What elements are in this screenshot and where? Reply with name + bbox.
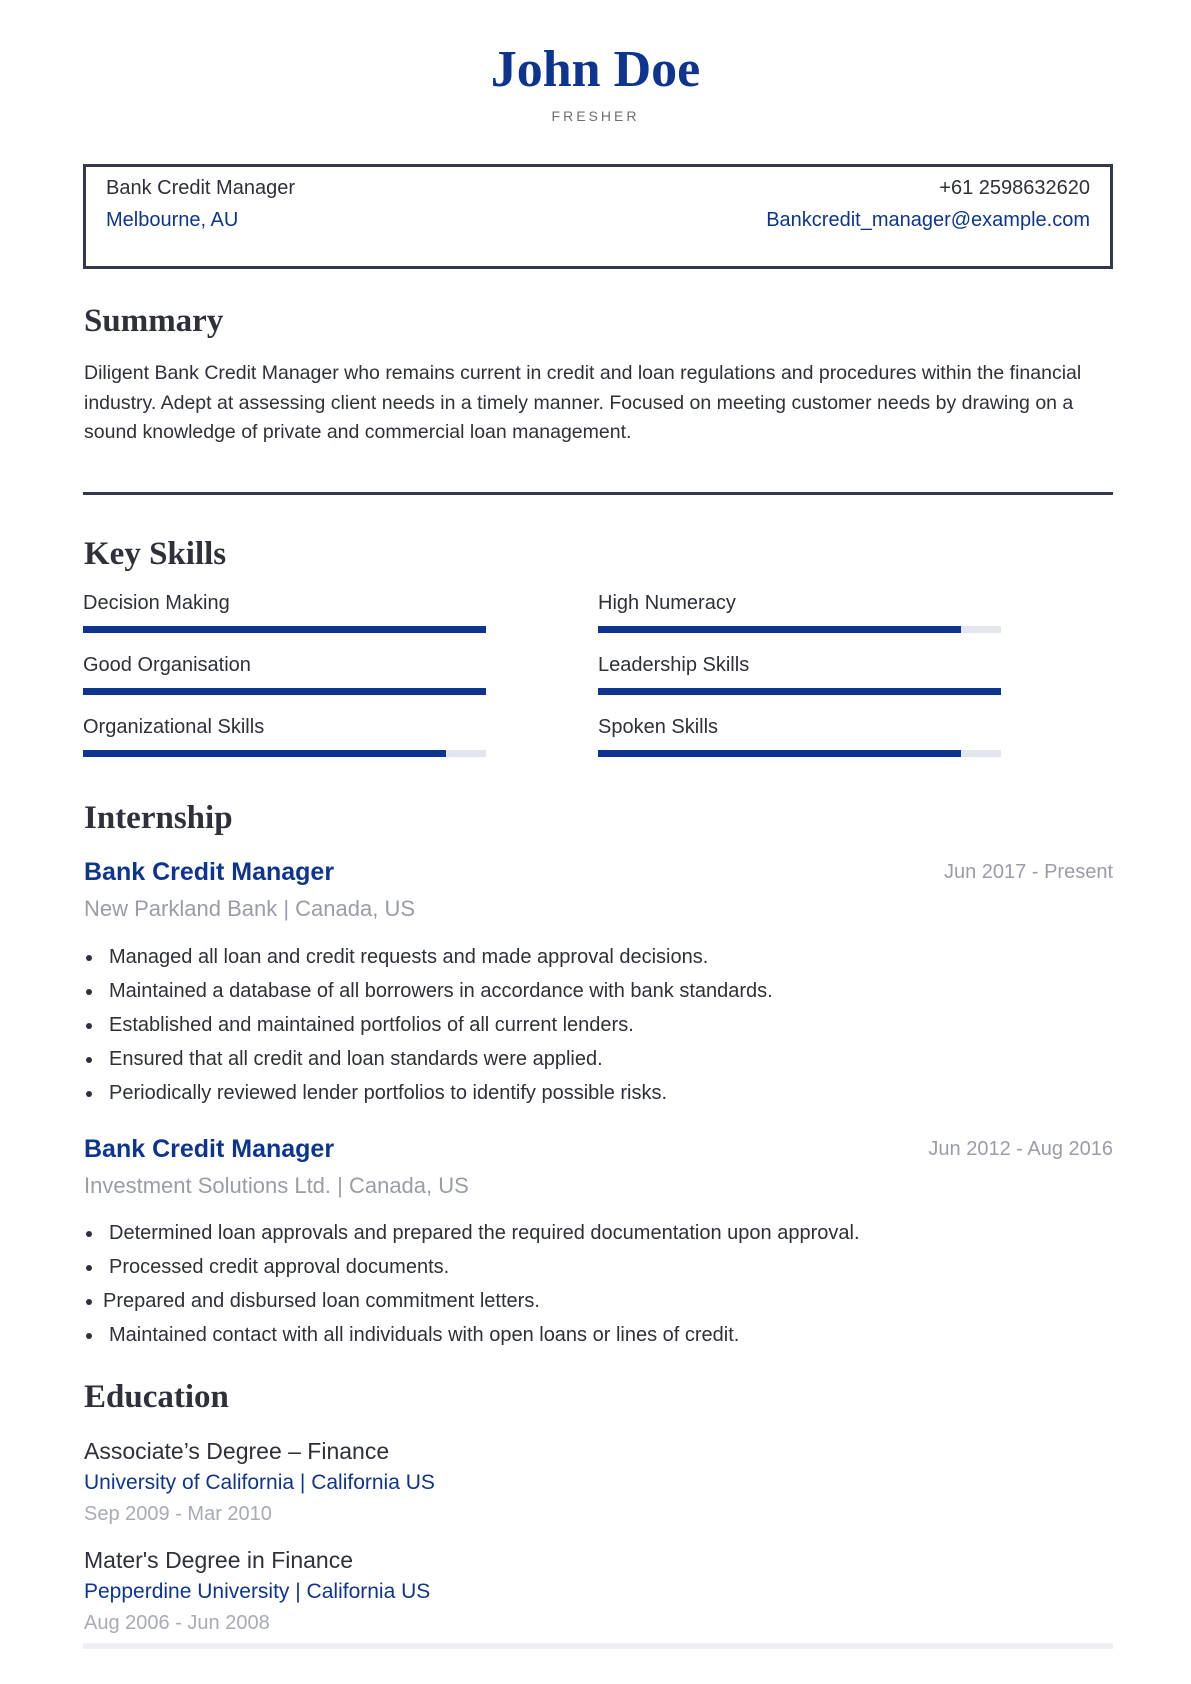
internship-heading: Internship (84, 800, 233, 836)
list-item: Ensured that all credit and loan standards were applied. (84, 1042, 773, 1076)
skill-item (598, 716, 1001, 739)
job-bullets (84, 940, 773, 1110)
education-degree: Mater's Degree in Finance (84, 1547, 354, 1573)
skill-item (598, 654, 1001, 677)
job-title: Bank Credit Manager (84, 858, 335, 886)
education-school: Pepperdine University | California US (84, 1580, 431, 1603)
skill-label: Spoken Skills (598, 716, 719, 738)
skill-item (83, 592, 486, 615)
skill-level-bar (598, 688, 1001, 695)
job-dates: Jun 2017 - Present (944, 861, 1113, 883)
contact-email[interactable]: Bankcredit_manager@example.com (766, 209, 1090, 231)
skill-level-fill (598, 626, 961, 633)
skill-label: Decision Making (83, 592, 230, 614)
skill-level-bar (83, 688, 486, 695)
list-item: Determined loan approvals and prepared the required documentation upon approval. (84, 1216, 860, 1250)
skill-level-bar (83, 750, 486, 757)
job-company: Investment Solutions Ltd. | Canada, US (84, 1173, 469, 1198)
education-heading: Education (84, 1379, 229, 1415)
list-item: Prepared and disbursed loan commitment letters. (84, 1284, 860, 1318)
skill-label: High Numeracy (598, 592, 736, 614)
contact-box (83, 164, 1113, 269)
job-title: Bank Credit Manager (84, 1135, 335, 1163)
footer-bar (83, 1643, 1113, 1649)
skill-label: Leadership Skills (598, 654, 750, 676)
list-item: Maintained a database of all borrowers in accordance with bank standards. (84, 974, 773, 1008)
job-company: New Parkland Bank | Canada, US (84, 896, 415, 921)
skill-item (598, 592, 1001, 615)
skill-level-bar (598, 626, 1001, 633)
summary-heading: Summary (84, 303, 224, 339)
contact-title: Bank Credit Manager (106, 177, 295, 199)
candidate-name: John Doe (490, 41, 701, 98)
skill-level-bar (83, 626, 486, 633)
skill-level-fill (83, 626, 486, 633)
list-item: Managed all loan and credit requests and made approval decisions. (84, 940, 773, 974)
job-bullets (84, 1216, 860, 1352)
candidate-subtitle: FRESHER (551, 108, 640, 124)
job-dates: Jun 2012 - Aug 2016 (928, 1138, 1113, 1160)
summary-text: Diligent Bank Credit Manager who remains current in credit and loan regulations and procedures within the financial industry. Adept at assessing client needs in a timely manner. Focused on meeting customer needs by drawing on a sound knowledge of private and commercial loan management. (84, 362, 1082, 443)
list-item: Established and maintained portfolios of all current lenders. (84, 1008, 773, 1042)
education-school: University of California | California US (84, 1471, 435, 1494)
skills-heading: Key Skills (84, 536, 227, 572)
skill-label: Organizational Skills (83, 716, 265, 738)
skill-item (83, 716, 486, 739)
section-divider (83, 492, 1113, 495)
list-item: Periodically reviewed lender portfolios to identify possible risks. (84, 1076, 773, 1110)
education-dates: Sep 2009 - Mar 2010 (84, 1503, 272, 1525)
skill-level-bar (598, 750, 1001, 757)
skill-label: Good Organisation (83, 654, 251, 676)
skill-level-fill (598, 688, 1001, 695)
contact-phone: +61 2598632620 (939, 177, 1090, 199)
education-degree: Associate’s Degree – Finance (84, 1438, 390, 1464)
list-item: Maintained contact with all individuals with open loans or lines of credit. (84, 1318, 860, 1352)
skill-level-fill (598, 750, 961, 757)
contact-location: Melbourne, AU (106, 209, 239, 231)
skill-level-fill (83, 688, 486, 695)
list-item: Processed credit approval documents. (84, 1250, 860, 1284)
education-dates: Aug 2006 - Jun 2008 (84, 1612, 270, 1634)
skill-level-fill (83, 750, 446, 757)
skill-item (83, 654, 486, 677)
